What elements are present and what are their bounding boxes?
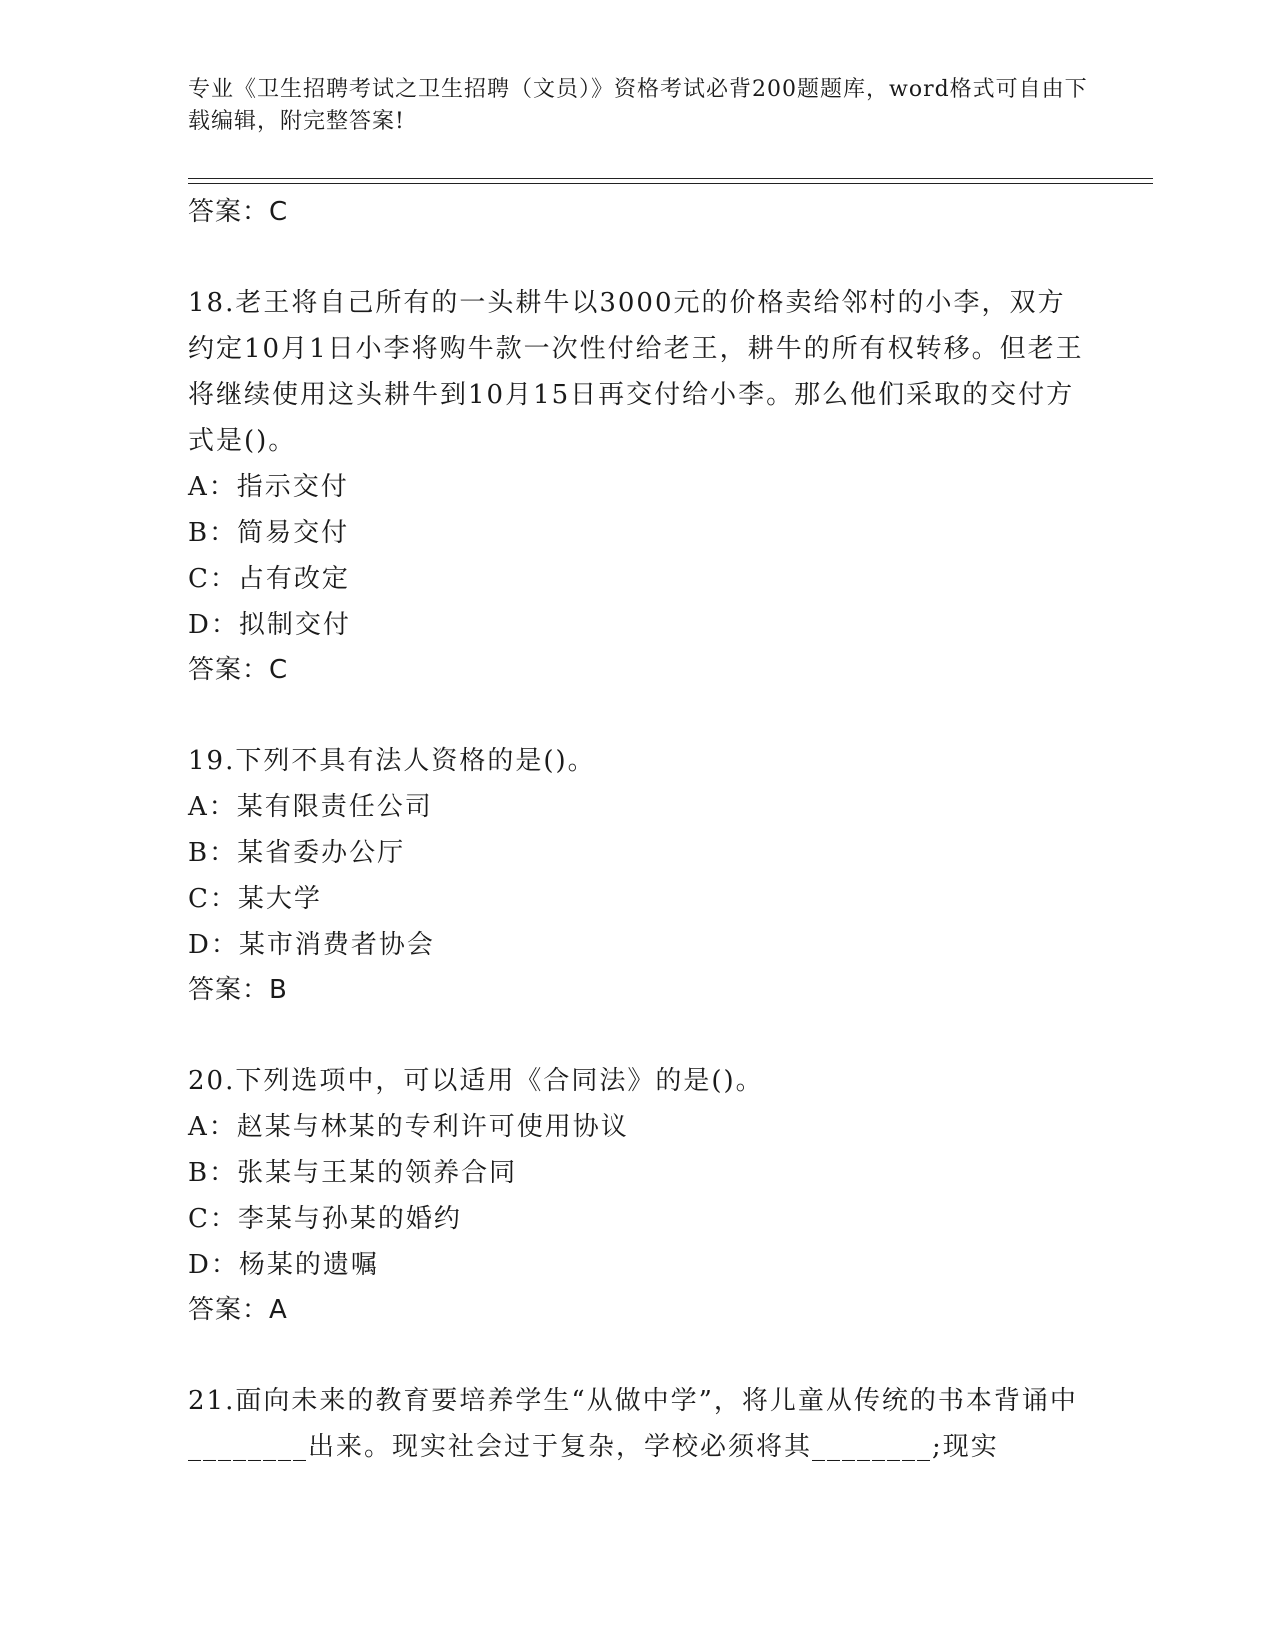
option-a: A：某有限责任公司 (188, 792, 433, 822)
option-a: A：赵某与林某的专利许可使用协议 (188, 1112, 629, 1142)
question-text: 19.下列不具有法人资格的是()。 (188, 746, 596, 776)
question-list (188, 190, 1088, 1470)
question-18 (188, 280, 1088, 692)
question-19 (188, 738, 1088, 1012)
answer-19: 答案：B (188, 975, 288, 1005)
header-rule-bottom (188, 183, 1153, 184)
option-d: D：拟制交付 (188, 610, 351, 640)
document-header: 专业《卫生招聘考试之卫生招聘（文员）》资格考试必背200题题库，word格式可自由下载编辑，附完整答案! (188, 77, 1088, 134)
answer-18: 答案：C (188, 655, 289, 685)
question-21 (188, 1378, 1088, 1470)
question-text: 18.老王将自己所有的一头耕牛以3000元的价格卖给邻村的小李，双方约定10月1日小李将购牛款一次性付给老王，耕牛的所有权转移。但老王将继续使用这头耕牛到10月15日再交付给小李。那么他们采取的交付方式是()。 (188, 288, 1084, 456)
answer-17: 答案：C (188, 197, 289, 227)
question-20 (188, 1058, 1088, 1332)
option-d: D：杨某的遗嘱 (188, 1250, 379, 1280)
option-b: B：某省委办公厅 (188, 838, 406, 868)
option-c: C：某大学 (188, 884, 322, 914)
option-d: D：某市消费者协会 (188, 930, 435, 960)
option-a: A：指示交付 (188, 472, 349, 502)
option-c: C：李某与孙某的婚约 (188, 1204, 462, 1234)
option-b: B：张某与王某的领养合同 (188, 1158, 518, 1188)
header-rule-top (188, 178, 1153, 179)
option-c: C：占有改定 (188, 564, 350, 594)
question-text: 20.下列选项中，可以适用《合同法》的是()。 (188, 1066, 764, 1096)
question-text: 21.面向未来的教育要培养学生“从做中学”，将儿童从传统的书本背诵中________出来。现实社会过于复杂，学校必须将其________;现实 (188, 1386, 1078, 1462)
option-b: B：简易交付 (188, 518, 350, 548)
answer-20: 答案：A (188, 1295, 288, 1325)
